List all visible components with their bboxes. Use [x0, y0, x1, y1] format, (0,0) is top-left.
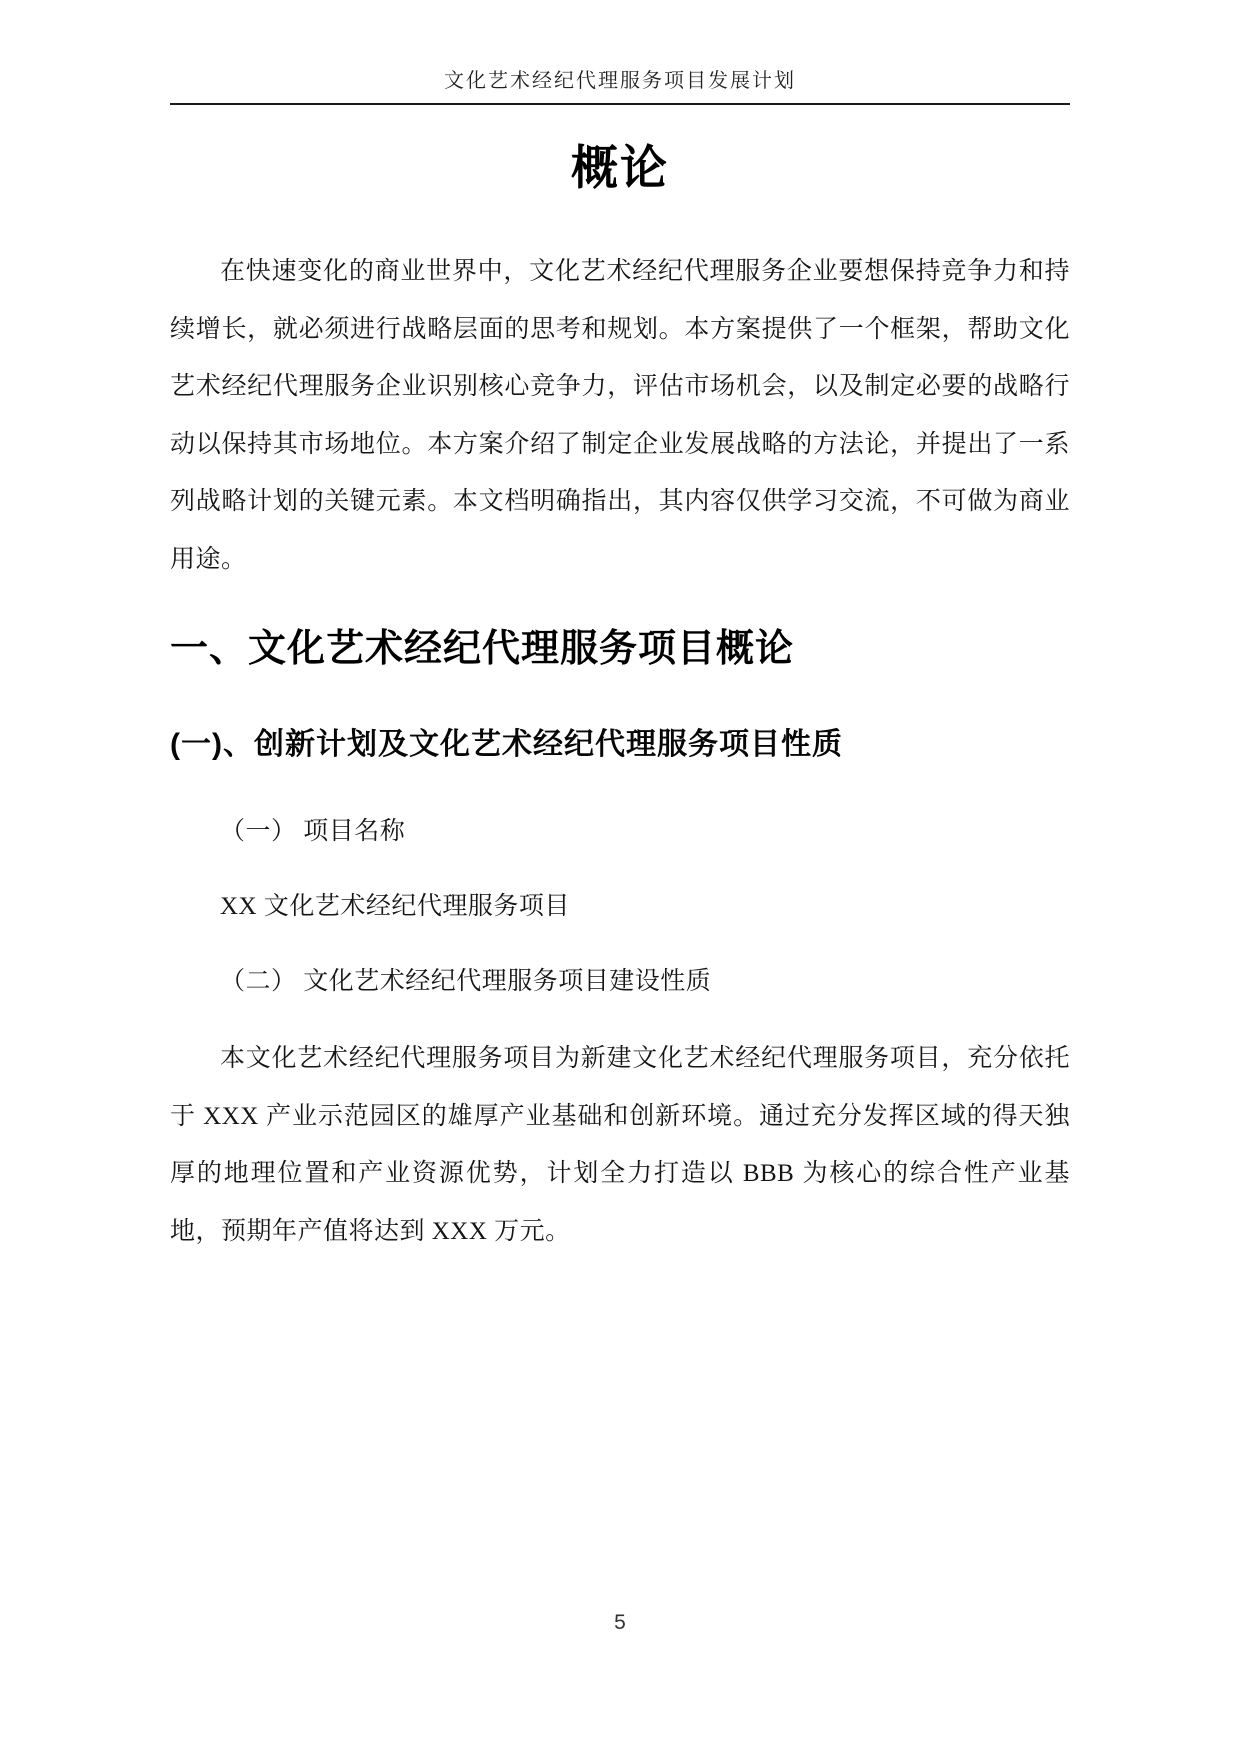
intro-paragraph: 在快速变化的商业世界中，文化艺术经纪代理服务企业要想保持竞争力和持续增长，就必须进行战略层面的思考和规划。本方案提供了一个框架，帮助文化艺术经纪代理服务企业识别核心竞争力，评估市场机会，以及制定必要的战略行动以保持其市场地位。本方案介绍了制定企业发展战略的方法论，并提出了一系列战略计划的关键元素。本文档明确指出，其内容仅供学习交流，不可做为商业用途。: [170, 258, 1070, 573]
clause-item-construction-nature-label: （二） 文化艺术经纪代理服务项目建设性质: [220, 968, 712, 995]
page-header: [170, 0, 1070, 105]
section-heading: 一、文化艺术经纪代理服务项目概论: [170, 628, 795, 670]
document-title: 概论: [571, 141, 669, 194]
page-content: [170, 0, 1070, 1260]
subsection-heading: (一)、创新计划及文化艺术经纪代理服务项目性质: [170, 728, 843, 761]
clause-item-project-name-label: （一） 项目名称: [220, 818, 406, 845]
page-number: 5: [614, 1611, 626, 1634]
clause-item-project-name-value: XX 文化艺术经纪代理服务项目: [220, 893, 570, 920]
header-title: 文化艺术经纪代理服务项目发展计划: [444, 70, 796, 92]
page-footer: [0, 1611, 1240, 1635]
body-paragraph: 本文化艺术经纪代理服务项目为新建文化艺术经纪代理服务项目，充分依托于 XXX 产业示范园区的雄厚产业基础和创新环境。通过充分发挥区域的得天独厚的地理位置和产业资源优势，计划全力打造以 BBB 为核心的综合性产业基地，预期年产值将达到 XXX 万元。: [170, 1045, 1070, 1245]
